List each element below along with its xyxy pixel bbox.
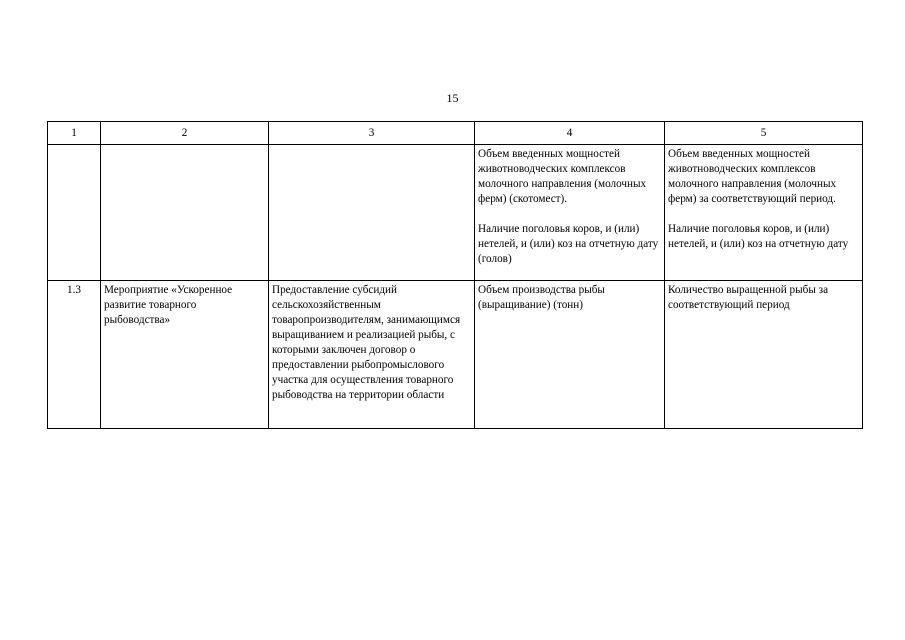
table-row	[48, 145, 863, 281]
row-number-cell: 1.3	[48, 281, 101, 429]
method-cell	[665, 281, 863, 429]
indicator-paragraph: Объем производства рыбы (выращивание) (тонн)	[478, 284, 605, 311]
event-cell: Мероприятие «Ускоренное развитие товарного рыбоводства»	[101, 281, 269, 429]
description-cell: Предоставление субсидий сельскохозяйственным товаропроизводителям, занимающимся выращиванием и реализацией рыбы, с которыми заключен договор о предоставлении рыбопромыслового участка для осуществления товарного рыбоводства на территории области	[269, 281, 475, 429]
method-paragraph: Количество выращенной рыбы за соответствующий период	[668, 284, 829, 311]
indicator-paragraph: Объем введенных мощностей животноводческих комплексов молочного направления (молочных ферм) (скотомест).	[478, 148, 647, 205]
column-header-1: 1	[48, 122, 101, 145]
row-number-cell	[48, 145, 101, 281]
description-cell	[269, 145, 475, 281]
column-header-3: 3	[269, 122, 475, 145]
method-paragraph: Наличие поголовья коров, и (или) нетелей, и (или) коз на отчетную дату	[668, 223, 849, 250]
column-header-4: 4	[475, 122, 665, 145]
event-cell	[101, 145, 269, 281]
method-paragraph: Объем введенных мощностей животноводческих комплексов молочного направления (молочных ферм) за соответствующий период.	[668, 148, 837, 205]
measures-table	[47, 121, 863, 429]
column-header-2: 2	[101, 122, 269, 145]
indicator-paragraph: Наличие поголовья коров, и (или) нетелей, и (или) коз на отчетную дату (голов)	[478, 223, 659, 265]
column-header-5: 5	[665, 122, 863, 145]
method-cell	[665, 145, 863, 281]
page-number: 15	[446, 91, 459, 105]
table-row	[48, 281, 863, 429]
table-header-row	[48, 122, 863, 145]
indicator-cell	[475, 281, 665, 429]
indicator-cell	[475, 145, 665, 281]
